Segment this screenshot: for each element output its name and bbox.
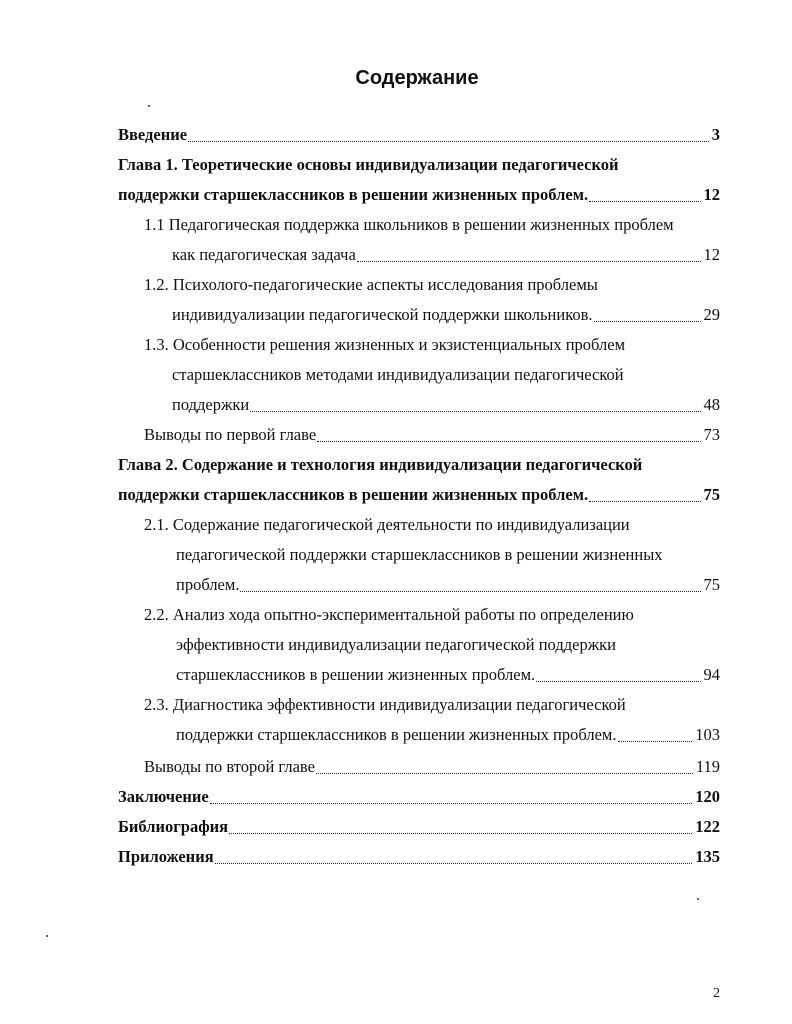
toc-entry-text: Выводы по второй главе (144, 757, 315, 776)
toc-entry-2-3[interactable] (144, 690, 720, 720)
dot-leader (357, 261, 701, 262)
dot-leader (589, 501, 700, 502)
toc-entry-introduction[interactable] (118, 120, 720, 150)
toc-page-number: 122 (695, 817, 720, 836)
dot-leader (210, 803, 693, 804)
toc-entry-text: проблем. (176, 575, 240, 594)
toc-entry-text: эффективности индивидуализации педагогической поддержки (176, 635, 616, 654)
toc-entry-text: поддержки старшеклассников в решении жизненных проблем. (118, 485, 589, 504)
toc-entry-conclusion[interactable] (118, 782, 720, 812)
dot-leader (317, 441, 700, 442)
toc-entry-text: Библиография (118, 817, 229, 836)
toc-entry-conclusions-1[interactable] (144, 420, 720, 450)
toc-entry-2-2-cont[interactable] (176, 630, 720, 660)
toc-entry-text: Заключение (118, 787, 209, 806)
toc-page-number: 75 (703, 575, 720, 594)
toc-entry-text: Введение (118, 125, 188, 144)
toc-page-number: 12 (703, 185, 720, 204)
toc-page-number: 73 (703, 425, 720, 444)
toc-entry-text: 1.1 Педагогическая поддержка школьников в решении жизненных проблем (144, 215, 674, 234)
toc-page-number: 94 (703, 665, 720, 684)
toc-page-number: 48 (703, 395, 720, 414)
toc-entry-text: старшеклассников методами индивидуализации педагогической (172, 365, 624, 384)
toc-entry-text: 2.2. Анализ хода опытно-экспериментальной работы по определению (144, 605, 634, 624)
toc-entry-1-2[interactable] (144, 270, 720, 300)
toc-entry-1-1[interactable] (144, 210, 720, 240)
dot-leader (188, 141, 709, 142)
toc-entry-chapter-1[interactable] (118, 150, 720, 180)
scan-speck (46, 935, 48, 937)
dot-leader (215, 863, 693, 864)
toc-entry-text: Глава 1. Теоретические основы индивидуализации педагогической (118, 155, 619, 174)
toc-page-number: 103 (695, 725, 720, 744)
toc-page-number: 29 (703, 305, 720, 324)
toc-entry-text: 1.2. Психолого-педагогические аспекты исследования проблемы (144, 275, 598, 294)
toc-entry-text: Выводы по первой главе (144, 425, 317, 444)
toc-page-number: 120 (695, 787, 720, 806)
dot-leader (250, 411, 700, 412)
toc-entry-text: 1.3. Особенности решения жизненных и экзистенциальных проблем (144, 335, 626, 354)
dot-leader (229, 833, 692, 834)
toc-entry-text: как педагогическая задача (172, 245, 356, 264)
toc-page-number: 75 (703, 485, 720, 504)
toc-entry-2-2-cont2[interactable] (176, 660, 720, 690)
dot-leader (240, 591, 700, 592)
toc-entry-text: 2.1. Содержание педагогической деятельности по индивидуализации (144, 515, 630, 534)
toc-entry-text: Приложения (118, 847, 214, 866)
toc-page-number: 119 (695, 757, 720, 776)
toc-entry-1-3-cont[interactable] (172, 360, 720, 390)
toc-entry-conclusions-2[interactable] (144, 752, 720, 782)
toc-entry-1-3-cont2[interactable] (172, 390, 720, 420)
toc-entry-appendices[interactable] (118, 842, 720, 872)
toc-entry-2-1-cont[interactable] (176, 540, 720, 570)
page-title: Содержание (355, 67, 479, 89)
toc-entry-2-2[interactable] (144, 600, 720, 630)
toc-entry-chapter-1-cont[interactable] (118, 180, 720, 210)
toc-entry-text: поддержки старшеклассников в решении жизненных проблем. (176, 725, 617, 744)
dot-leader (618, 741, 693, 742)
toc-entry-text: поддержки старшеклассников в решении жизненных проблем. (118, 185, 589, 204)
toc-entry-1-1-cont[interactable] (172, 240, 720, 270)
scan-speck (697, 898, 699, 900)
toc-page-number: 12 (703, 245, 720, 264)
dot-leader (594, 321, 701, 322)
toc-page-number: 3 (711, 125, 720, 144)
toc-entry-text: индивидуализации педагогической поддержки школьников. (172, 305, 593, 324)
toc-entry-2-1-cont2[interactable] (176, 570, 720, 600)
toc-entry-2-1[interactable] (144, 510, 720, 540)
toc-entry-text: Глава 2. Содержание и технология индивидуализации педагогической (118, 455, 643, 474)
toc-page-number: 135 (695, 847, 720, 866)
dot-leader (316, 773, 693, 774)
scan-speck (148, 105, 150, 107)
toc-entry-1-3[interactable] (144, 330, 720, 360)
toc-entry-text: поддержки (172, 395, 250, 414)
toc-entry-chapter-2-cont[interactable] (118, 480, 720, 510)
toc-entry-bibliography[interactable] (118, 812, 720, 842)
dot-leader (589, 201, 700, 202)
toc-entry-chapter-2[interactable] (118, 450, 720, 480)
toc-entry-text: педагогической поддержки старшеклассников в решении жизненных (176, 545, 663, 564)
page-number: 2 (713, 986, 720, 1001)
toc-entry-text: старшеклассников в решении жизненных проблем. (176, 665, 536, 684)
toc-entry-2-3-cont[interactable] (176, 720, 720, 750)
toc-entry-text: 2.3. Диагностика эффективности индивидуализации педагогической (144, 695, 626, 714)
dot-leader (536, 681, 700, 682)
toc-entry-1-2-cont[interactable] (172, 300, 720, 330)
